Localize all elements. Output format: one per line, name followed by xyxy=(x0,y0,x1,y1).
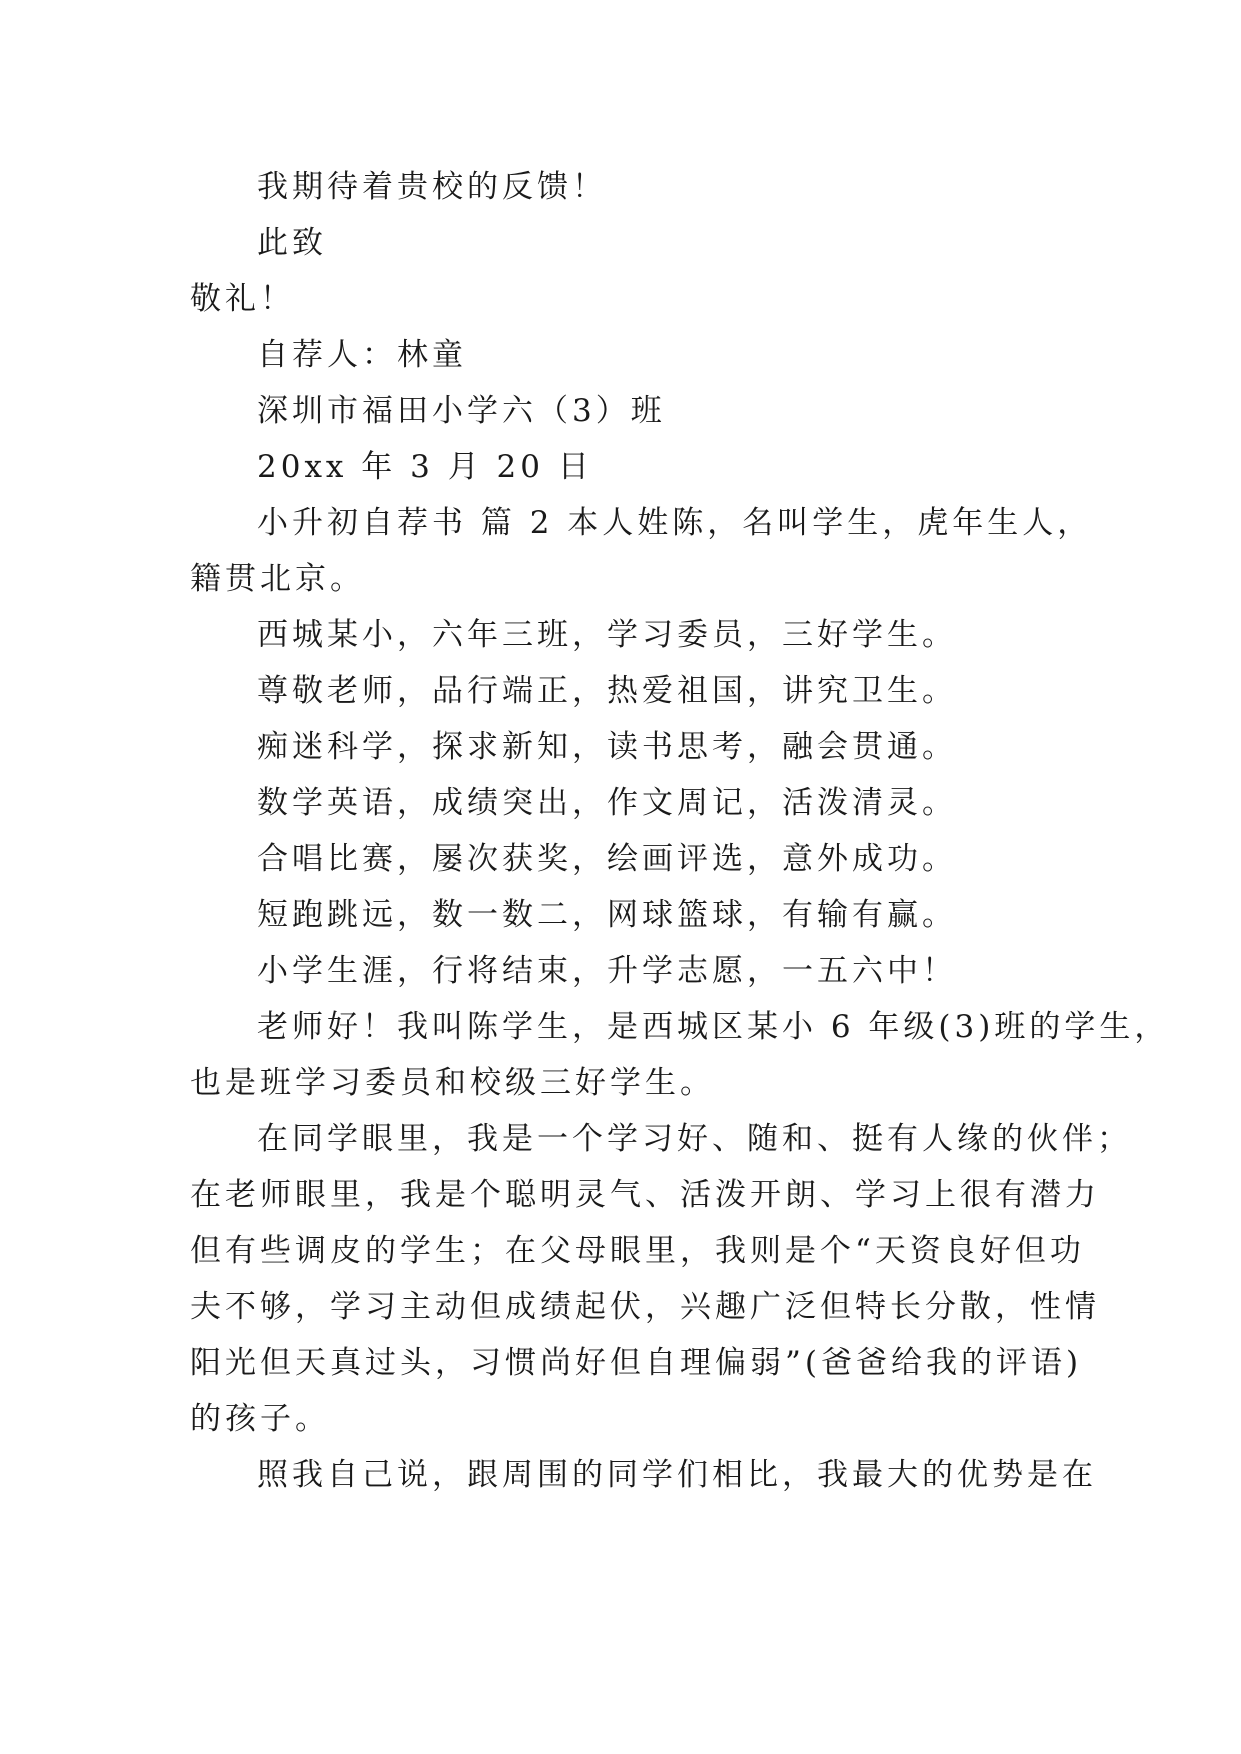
text-line: 此致 xyxy=(257,225,327,261)
text-line: 痴迷科学，探求新知，读书思考，融会贯通。 xyxy=(257,729,957,765)
text-line: 合唱比赛，屡次获奖，绘画评选，意外成功。 xyxy=(257,841,957,877)
text-line: 照我自己说，跟周围的同学们相比，我最大的优势是在 xyxy=(257,1457,1097,1493)
text-line: 我期待着贵校的反馈！ xyxy=(257,169,607,205)
text-line: 20xx 年 3 月 20 日 xyxy=(257,449,593,485)
text-line: 阳光但天真过头，习惯尚好但自理偏弱”(爸爸给我的评语) xyxy=(190,1345,1083,1381)
text-line: 也是班学习委员和校级三好学生。 xyxy=(190,1065,715,1101)
text-line: 自荐人：林童 xyxy=(257,337,467,373)
text-line: 数学英语，成绩突出，作文周记，活泼清灵。 xyxy=(257,785,957,821)
text-line: 小升初自荐书 篇 2 本人姓陈，名叫学生，虎年生人， xyxy=(257,505,1093,541)
text-line: 但有些调皮的学生；在父母眼里，我则是个“天资良好但功 xyxy=(190,1233,1085,1269)
text-line: 老师好！我叫陈学生，是西城区某小 6 年级(3)班的学生， xyxy=(257,1009,1170,1045)
text-line: 敬礼！ xyxy=(190,281,295,317)
text-line: 在老师眼里，我是个聪明灵气、活泼开朗、学习上很有潜力 xyxy=(190,1177,1100,1213)
text-line: 尊敬老师，品行端正，热爱祖国，讲究卫生。 xyxy=(257,673,957,709)
text-line: 夫不够，学习主动但成绩起伏，兴趣广泛但特长分散，性情 xyxy=(190,1289,1100,1325)
text-line: 籍贯北京。 xyxy=(190,561,365,597)
text-line: 西城某小，六年三班，学习委员，三好学生。 xyxy=(257,617,957,653)
text-line: 在同学眼里，我是一个学习好、随和、挺有人缘的伙伴； xyxy=(257,1121,1132,1157)
text-line: 的孩子。 xyxy=(190,1401,330,1437)
text-line: 深圳市福田小学六（3）班 xyxy=(257,393,666,429)
text-line: 短跑跳远，数一数二，网球篮球，有输有赢。 xyxy=(257,897,957,933)
text-line: 小学生涯，行将结束，升学志愿，一五六中！ xyxy=(257,953,957,989)
